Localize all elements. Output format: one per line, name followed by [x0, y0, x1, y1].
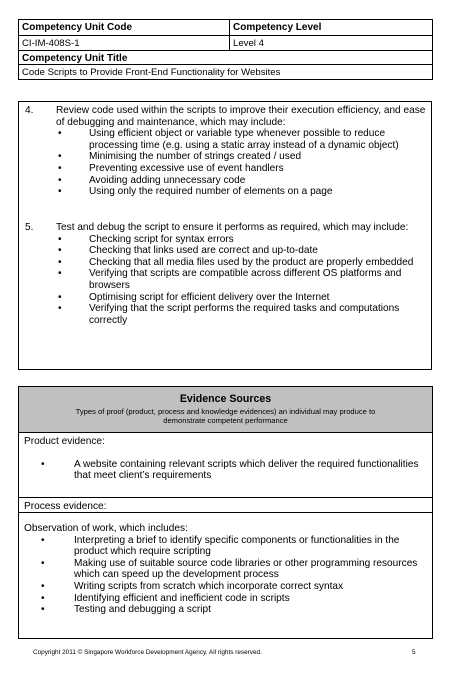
page-number: 5: [412, 649, 416, 656]
list-item: • A website containing relevant scripts which deliver the required functionalities that meet client’s requirements: [41, 458, 419, 482]
evidence-sources-subtitle: Types of proof (product, process and knowledge evidences) an individual may produce to demonstrate competent performance: [75, 407, 376, 426]
unit-title-label: Competency Unit Title: [19, 50, 433, 65]
bullet-icon: •: [58, 186, 62, 198]
bullet-icon: •: [41, 592, 45, 604]
list-item: • Preventing excessive use of event handlers: [58, 162, 284, 174]
process-evidence-section: [19, 513, 432, 616]
product-evidence-section: [19, 433, 432, 498]
list-item: • Verifying that scripts are compatible across different OS platforms and browsers: [58, 268, 402, 291]
unit-title-value: Code Scripts to Provide Front-End Functionality for Websites: [19, 65, 433, 80]
list-item: • Checking that all media files used by the product are properly embedded: [58, 256, 414, 268]
list-item: • Using efficient object or variable type whenever possible to reduce processing time (e.g. using a static array instead of a dynamic object): [58, 128, 399, 151]
list-item: • Checking that links used are correct and up-to-date: [58, 245, 318, 257]
product-evidence-list: [24, 459, 432, 482]
bullet-icon: •: [58, 151, 62, 163]
element-item: [25, 105, 427, 198]
element-number: 4.: [25, 105, 34, 116]
competency-header-table: [18, 19, 433, 80]
bullet-icon: •: [58, 256, 62, 268]
element-bullet-list: [25, 234, 427, 327]
bullet-icon: •: [58, 174, 62, 186]
bullet-icon: •: [58, 291, 62, 303]
list-item: • Using only the required number of elements on a page: [58, 186, 333, 198]
product-evidence-label: Product evidence:: [24, 436, 105, 447]
bullet-icon: •: [58, 245, 62, 257]
bullet-icon: •: [58, 128, 62, 140]
footer-copyright: Copyright 2011 © Singapore Workforce Development Agency. All rights reserved.: [33, 649, 262, 656]
element-bullet-list: [25, 128, 427, 198]
list-item: • Interpreting a brief to identify specific components or functionalities in the product which require scripting: [41, 534, 400, 558]
bullet-icon: •: [58, 233, 62, 245]
unit-code-value: CI-IM-408S-1: [19, 36, 230, 51]
list-item: • Making use of suitable source code libraries or other programming resources which can speed up the development process: [41, 557, 418, 581]
evidence-sources-header: [19, 387, 432, 433]
element-text: Test and debug the script to ensure it performs as required, which may include:: [56, 222, 409, 233]
list-item: • Verifying that the script performs the required tasks and computations correctly: [58, 303, 400, 326]
list-item: • Testing and debugging a script: [41, 604, 211, 616]
list-item: • Avoiding adding unnecessary code: [58, 174, 246, 186]
list-item: • Optimising script for efficient delivery over the Internet: [58, 291, 330, 303]
process-evidence-label-row: [19, 498, 432, 513]
process-evidence-list: [24, 535, 432, 616]
element-item: [25, 222, 427, 326]
bullet-icon: •: [41, 458, 45, 470]
bullet-icon: •: [41, 557, 45, 569]
bullet-icon: •: [41, 580, 45, 592]
list-item: • Writing scripts from scratch which incorporate correct syntax: [41, 580, 344, 592]
competency-level-label: Competency Level: [230, 20, 433, 36]
bullet-icon: •: [58, 303, 62, 315]
list-item: • Checking script for syntax errors: [58, 233, 234, 245]
element-number: 5.: [25, 222, 34, 233]
observation-label: Observation of work, which includes:: [24, 523, 188, 534]
unit-code-label: Competency Unit Code: [19, 20, 230, 36]
evidence-sources-table: [18, 386, 433, 639]
competency-level-value: Level 4: [230, 36, 433, 51]
performance-elements-box: [18, 101, 432, 370]
process-evidence-label: Process evidence:: [24, 501, 107, 512]
bullet-icon: •: [58, 162, 62, 174]
bullet-icon: •: [58, 268, 62, 280]
element-text: Review code used within the scripts to improve their execution efficiency, and ease of debugging and maintenance, which may include:: [56, 105, 426, 128]
list-item: • Minimising the number of strings created / used: [58, 151, 302, 163]
list-item: • Identifying efficient and inefficient code in scripts: [41, 592, 290, 604]
bullet-icon: •: [41, 604, 45, 616]
evidence-sources-title: Evidence Sources: [179, 393, 272, 405]
bullet-icon: •: [41, 534, 45, 546]
